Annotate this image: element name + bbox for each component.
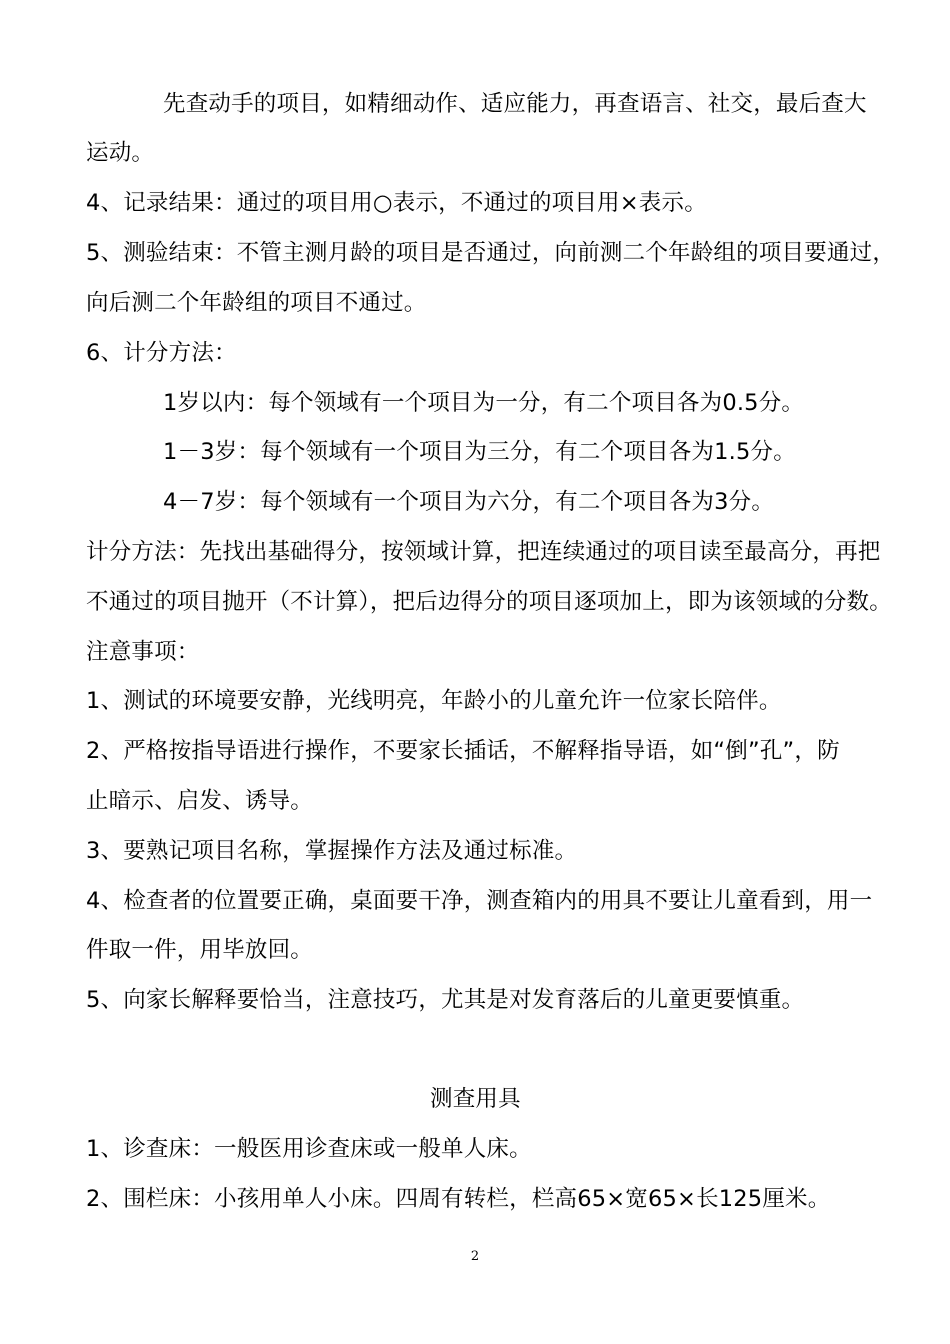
page-number: 2 [470,1249,480,1264]
paragraph-line: 件取一件，用毕放回。 [86,937,314,963]
section-title: 测查用具 [430,1086,521,1112]
scoring-line: 1岁以内：每个领域有一个项目为一分，有二个项目各为0.5分。 [163,390,805,416]
notes-heading: 注意事项： [86,639,200,665]
paragraph-line: 计分方法：先找出基础得分，按领域计算，把连续通过的项目读至最高分，再把 [86,539,881,565]
paragraph-line: 4、记录结果：通过的项目用○表示，不通过的项目用×表示。 [86,190,707,216]
paragraph-line: 4、检查者的位置要正确，桌面要干净，测查箱内的用具不要让儿童看到，用一 [86,888,873,914]
paragraph-line: 6、计分方法： [86,340,237,366]
scoring-line: 4－7岁：每个领域有一个项目为六分，有二个项目各为3分。 [163,489,775,515]
paragraph-line: 2、严格按指导语进行操作，不要家长插话，不解释指导语，如“倒”孔”，防 [86,738,840,764]
paragraph-line: 向后测二个年龄组的项目不通过。 [86,290,427,316]
paragraph-line: 5、向家长解释要恰当，注意技巧，尤其是对发育落后的儿童更要慎重。 [86,987,805,1013]
paragraph-line: 5、测验结束：不管主测月龄的项目是否通过，向前测二个年龄组的项目要通过， [86,240,896,266]
paragraph-line: 止暗示、启发、诱导。 [86,788,314,814]
paragraph-line: 不通过的项目抛开（不计算），把后边得分的项目逐项加上，即为该领域的分数。 [86,589,892,615]
paragraph-line: 1、测试的环境要安静，光线明亮，年龄小的儿童允许一位家长陪伴。 [86,688,782,714]
paragraph-line: 1、诊查床：一般医用诊查床或一般单人床。 [86,1136,532,1162]
paragraph-line: 先查动手的项目，如精细动作、适应能力，再查语言、社交，最后查大 [163,91,867,117]
scoring-line: 1－3岁：每个领域有一个项目为三分，有二个项目各为1.5分。 [163,439,796,465]
paragraph-line: 3、要熟记项目名称，掌握操作方法及通过标准。 [86,838,578,864]
paragraph-line: 2、围栏床：小孩用单人小床。四周有转栏，栏高65×宽65×长125厘米。 [86,1186,831,1212]
paragraph-line: 运动。 [86,140,155,166]
